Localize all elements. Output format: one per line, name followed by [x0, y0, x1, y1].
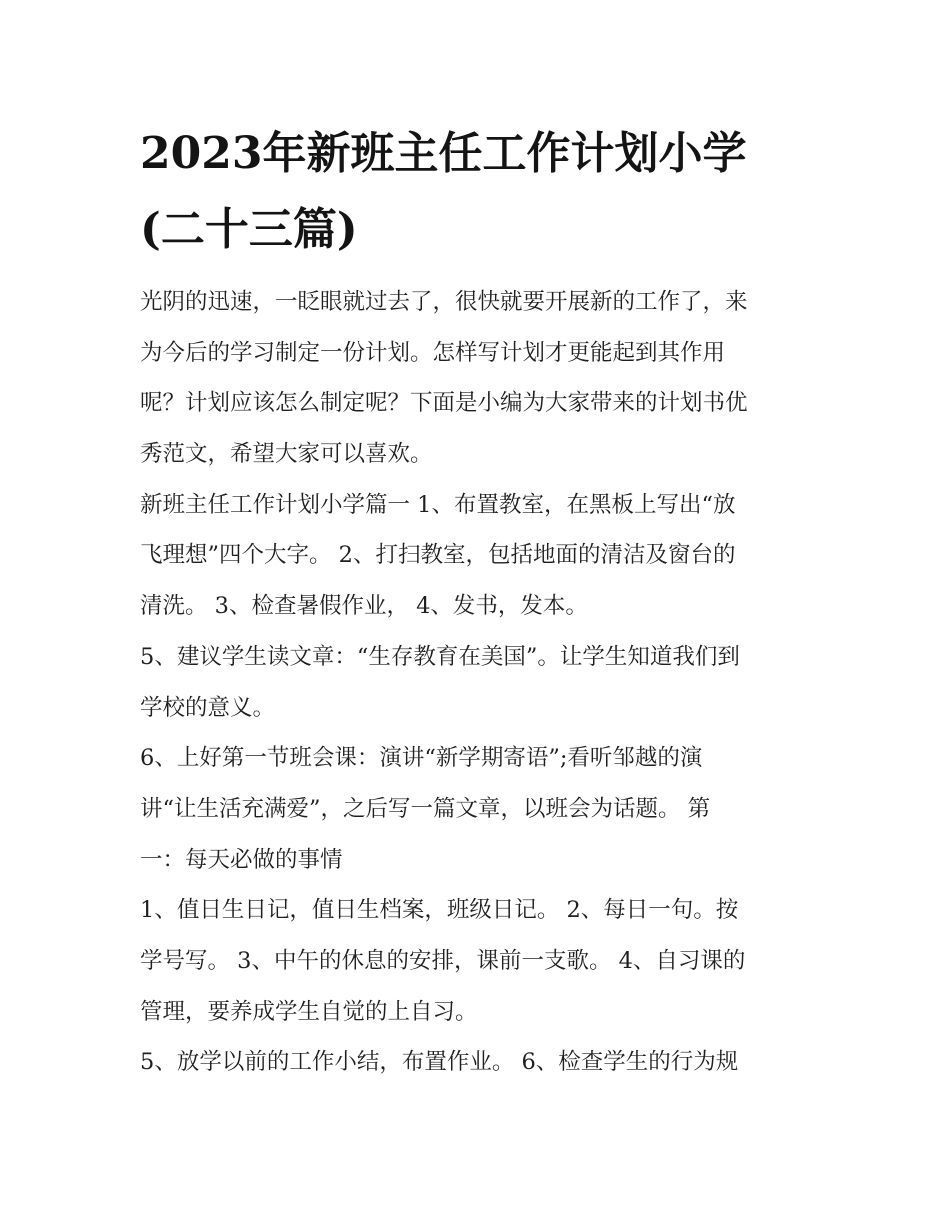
body-line: 新班主任工作计划小学篇一 1、布置教室，在黑板上写出“放 — [140, 491, 736, 518]
body-line: 为今后的学习制定一份计划。怎样写计划才更能起到其作用 — [140, 339, 726, 366]
body-line: 5、建议学生读文章：“生存教育在美国”。让学生知道我们到 — [140, 643, 740, 670]
title-line-2: (二十三篇) — [140, 204, 358, 255]
body-line: 5、放学以前的工作小结，布置作业。 6、检查学生的行为规 — [140, 1049, 739, 1076]
body-line: 学校的意义。 — [140, 694, 276, 721]
body-line: 6、上好第一节班会课：演讲“新学期寄语”;看听邹越的演 — [140, 745, 703, 772]
title-line-1: 2023年新班主任工作计划小学 — [140, 128, 747, 179]
body-line: 讲“让生活充满爱”，之后写一篇文章，以班会为话题。 第 — [140, 795, 711, 822]
document-title — [140, 116, 830, 268]
body-line: 管理，要养成学生自觉的上自习。 — [140, 998, 478, 1025]
body-line: 一：每天必做的事情 — [140, 846, 343, 873]
body-line: 清洗。 3、检查暑假作业， 4、发书，发本。 — [140, 593, 588, 620]
body-line: 呢？计划应该怎么制定呢？下面是小编为大家带来的计划书优 — [140, 390, 748, 417]
body-line: 飞理想”四个大字。 2、打扫教室，包括地面的清洁及窗台的 — [140, 542, 736, 569]
body-line: 1、值日生日记，值日生档案，班级日记。 2、每日一句。按 — [140, 897, 739, 924]
body-line: 光阴的迅速，一眨眼就过去了，很快就要开展新的工作了，来 — [140, 289, 748, 315]
body-line: 秀范文，希望大家可以喜欢。 — [140, 441, 433, 468]
body-line: 学号写。 3、中午的休息的安排，课前一支歌。 4、自习课的 — [140, 947, 746, 974]
document-body — [140, 277, 840, 1088]
